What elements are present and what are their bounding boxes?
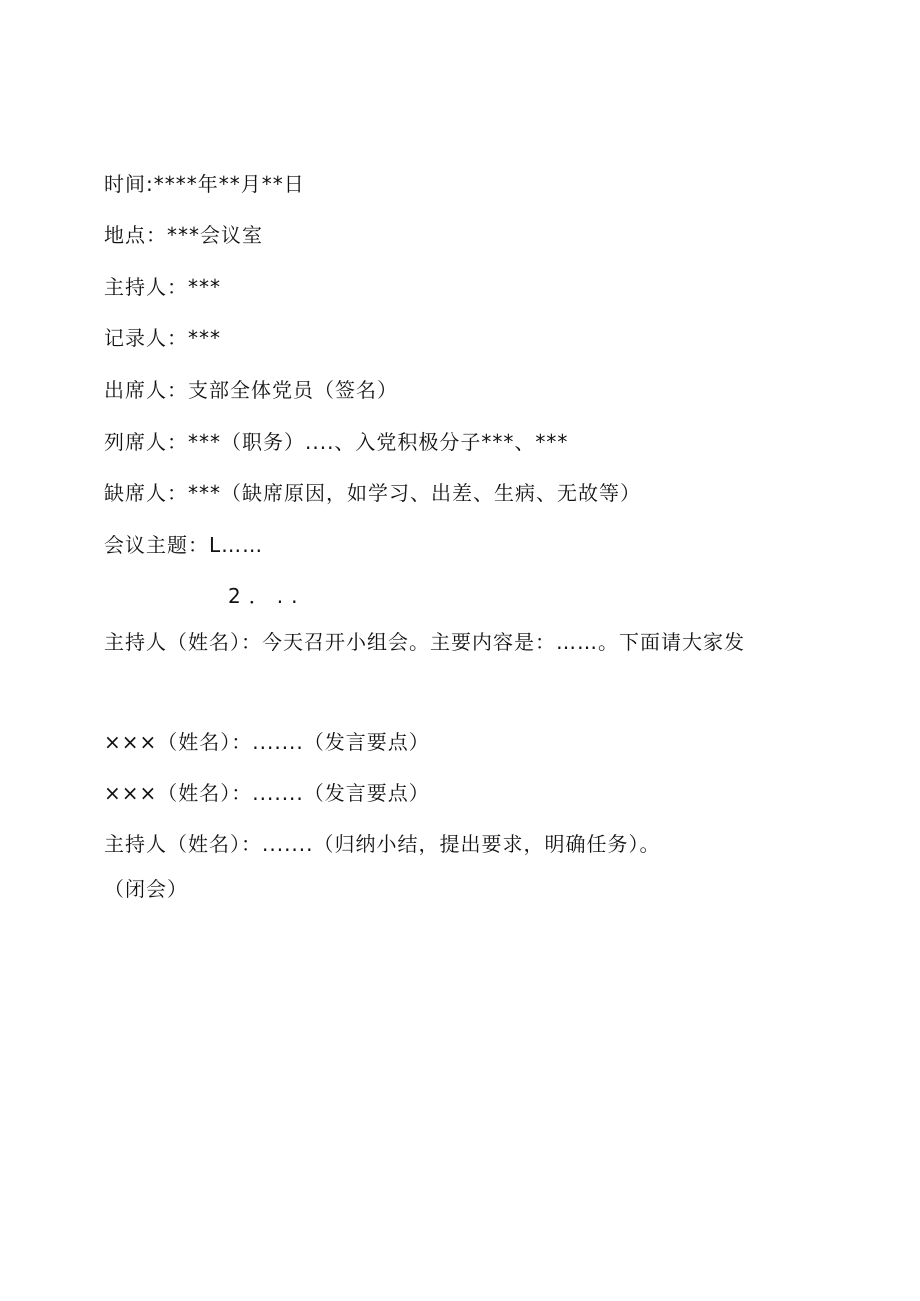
meeting-time: 时间:****年**月**日 (104, 172, 305, 196)
meeting-location: 地点：***会议室 (104, 223, 263, 247)
host-summary: 主持人（姓名）：.......（归纳小结，提出要求，明确任务）。 (104, 832, 661, 856)
meeting-attendees: 出席人：支部全体党员（签名） (104, 378, 398, 402)
host-opening-remark: 主持人（姓名）：今天召开小组会。主要内容是：……。下面请大家发 (104, 630, 745, 654)
meeting-host: 主持人：*** (104, 275, 221, 299)
meeting-topic: 会议主题：L…… (104, 533, 264, 557)
topic-item-2: 2．.. (228, 584, 306, 608)
speaker-remark-2: ×××（姓名）：.......（发言要点） (104, 781, 430, 805)
meeting-absentees: 缺席人：***（缺席原因，如学习、出差、生病、无故等） (104, 481, 641, 505)
speaker-remark-1: ×××（姓名）：.......（发言要点） (104, 730, 430, 754)
meeting-recorder: 记录人：*** (104, 326, 221, 350)
meeting-observers: 列席人：***（职务）....、入党积极分子***、*** (104, 430, 569, 454)
meeting-closing: （闭会） (104, 877, 188, 901)
